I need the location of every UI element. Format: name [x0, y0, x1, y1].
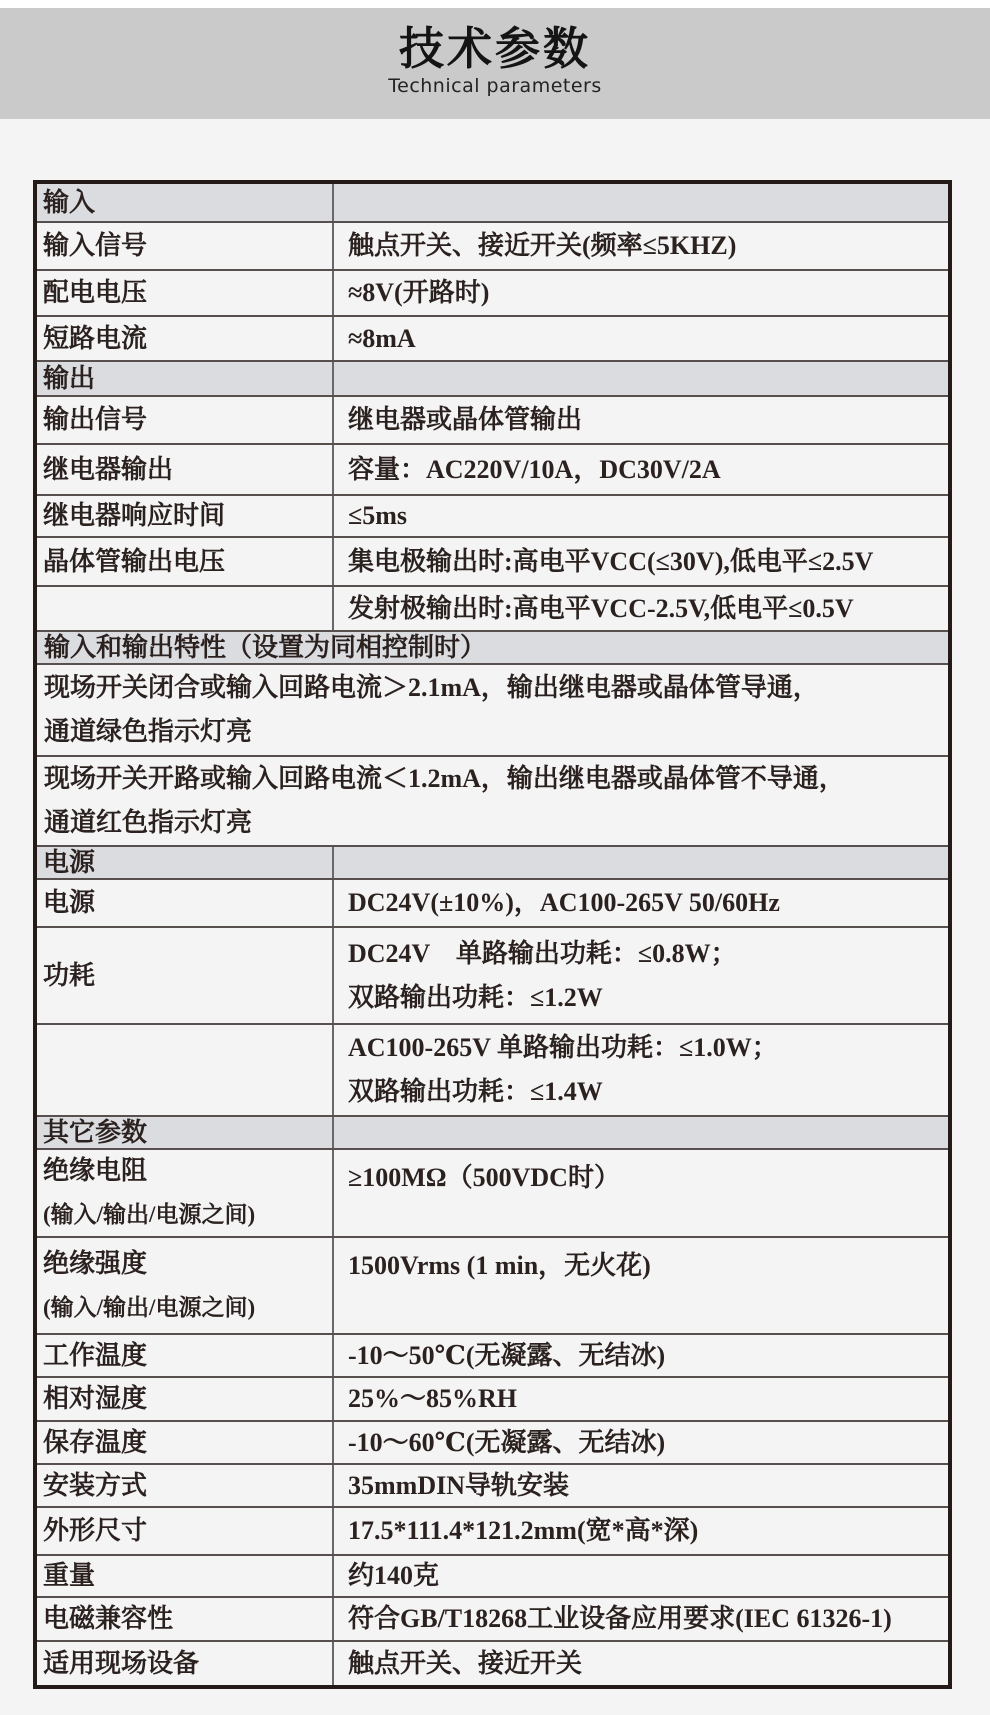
- spec-label-cell: [37, 271, 334, 315]
- page-subtitle: Technical parameters: [388, 74, 602, 97]
- section-row: [37, 630, 948, 663]
- spec-label-cell: [37, 928, 334, 1023]
- top-white-strip: [0, 0, 990, 8]
- text-line: ≈8mA: [348, 323, 416, 353]
- section-row: [37, 360, 948, 395]
- text-line: ≥100MΩ（500VDC时）: [348, 1163, 620, 1192]
- spec-label-cell: [37, 1465, 334, 1506]
- spec-label-cell: [37, 1025, 334, 1115]
- text-line: 继电器输出: [43, 454, 174, 484]
- spec-row: [37, 1376, 948, 1420]
- text-line: 电源: [43, 848, 96, 877]
- spec-value-cell: [334, 538, 948, 585]
- spec-row: [37, 1420, 948, 1463]
- text-line: 通道红色指示灯亮: [44, 808, 253, 837]
- merged-row: [37, 663, 948, 755]
- spec-value-cell: [334, 1422, 948, 1463]
- text-line: 晶体管输出电压: [43, 546, 226, 576]
- merged-text-cell: [37, 665, 948, 755]
- text-line: 17.5*111.4*121.2mm(宽*高*深): [348, 1516, 699, 1545]
- text-line: 电磁兼容性: [43, 1604, 174, 1633]
- text-line: 符合GB/T18268工业设备应用要求(IEC 61326-1): [348, 1604, 892, 1633]
- text-line: 功耗: [43, 960, 96, 990]
- spec-value-cell: [334, 880, 948, 926]
- spec-label-cell: [37, 880, 334, 926]
- text-line: ≈8V(开路时): [348, 278, 490, 307]
- spec-value-cell: [334, 1238, 948, 1333]
- spec-row: [37, 1506, 948, 1554]
- spec-label-cell: [37, 1150, 334, 1236]
- text-line: 重量: [43, 1561, 96, 1590]
- spec-row: [37, 1333, 948, 1376]
- spec-label-cell: [37, 538, 334, 585]
- spec-row: [37, 269, 948, 315]
- spec-value-cell: [334, 397, 948, 443]
- text-line: -10～50℃(无凝露、无结冰): [348, 1340, 666, 1370]
- spec-row: [37, 1148, 948, 1236]
- text-line: 双路输出功耗：≤1.4W: [348, 1077, 603, 1106]
- section-row: [37, 1115, 948, 1148]
- text-line: 输入信号: [43, 231, 148, 260]
- text-line: 容量：AC220V/10A，DC30V/2A: [348, 454, 721, 484]
- spec-row: [37, 1463, 948, 1506]
- spec-value-cell: [334, 223, 948, 269]
- text-line: 输入: [43, 188, 96, 217]
- text-line: 35mmDIN导轨安装: [348, 1470, 569, 1500]
- text-line: 相对湿度: [43, 1384, 148, 1413]
- text-line: 触点开关、接近开关: [348, 1648, 583, 1678]
- spec-value-cell: [334, 1598, 948, 1640]
- spec-value-cell: [334, 184, 948, 221]
- text-line: 外形尺寸: [43, 1516, 148, 1545]
- text-line: 绝缘强度: [43, 1248, 148, 1278]
- text-line: 1500Vrms (1 min，无火花): [348, 1251, 651, 1280]
- spec-label-cell: [37, 223, 334, 269]
- merged-row: [37, 755, 948, 845]
- section-row: [37, 184, 948, 221]
- text-line: 输入和输出特性（设置为同相控制时）: [44, 633, 487, 662]
- spec-label-cell: [37, 184, 334, 221]
- text-line: 继电器或晶体管输出: [348, 405, 583, 434]
- text-line: 保存温度: [43, 1427, 148, 1457]
- text-line: 继电器响应时间: [43, 501, 226, 530]
- spec-label-cell: [37, 1642, 334, 1685]
- spec-value-cell: [334, 496, 948, 536]
- spec-label-cell: [37, 1238, 334, 1333]
- spec-row: [37, 443, 948, 494]
- spec-value-cell: [334, 271, 948, 315]
- spec-row: [37, 1640, 948, 1685]
- text-line: 现场开关开路或输入回路电流＜1.2mA，输出继电器或晶体管不导通，: [44, 764, 845, 793]
- spec-label-cell: [37, 587, 334, 630]
- spec-label-cell: [37, 1378, 334, 1420]
- spec-value-cell: [334, 1150, 948, 1236]
- text-line: 适用现场设备: [43, 1648, 200, 1678]
- spec-row: [37, 585, 948, 630]
- text-line: 双路输出功耗：≤1.2W: [348, 982, 603, 1012]
- spec-label-cell: [37, 1335, 334, 1376]
- section-row: [37, 845, 948, 878]
- page-title: 技术参数: [398, 22, 591, 75]
- text-line: 集电极输出时:高电平VCC(≤30V),低电平≤2.5V: [348, 546, 874, 576]
- spec-value-cell: [334, 1378, 948, 1420]
- spec-value-cell: [334, 1117, 948, 1148]
- text-line: AC100-265V 单路输出功耗：≤1.0W；: [348, 1033, 778, 1062]
- merged-text-cell: [37, 757, 948, 845]
- spec-row: [37, 315, 948, 360]
- spec-row: [37, 878, 948, 926]
- spec-value-cell: [334, 587, 948, 630]
- spec-row: [37, 536, 948, 585]
- spec-label-cell: [37, 362, 334, 395]
- spec-value-cell: [334, 362, 948, 395]
- text-line: 触点开关、接近开关(频率≤5KHZ): [348, 231, 737, 260]
- spec-label-cell: [37, 1598, 334, 1640]
- spec-row: [37, 1596, 948, 1640]
- spec-row: [37, 1236, 948, 1333]
- spec-label-cell: [37, 1556, 334, 1596]
- page-header-banner: [0, 8, 990, 119]
- spec-value-cell: [334, 317, 948, 360]
- text-line: 输出信号: [43, 405, 148, 434]
- text-line: 25%～85%RH: [348, 1384, 518, 1413]
- spec-row: [37, 926, 948, 1023]
- spec-label-cell: [37, 1117, 334, 1148]
- text-line: (输入/输出/电源之间): [43, 1202, 256, 1227]
- text-line: 现场开关闭合或输入回路电流＞2.1mA，输出继电器或晶体管导通，: [44, 673, 819, 702]
- text-line: 通道绿色指示灯亮: [44, 717, 253, 746]
- spec-table: [33, 180, 952, 1689]
- spec-value-cell: [334, 1465, 948, 1506]
- spec-value-cell: [334, 1642, 948, 1685]
- text-line: (输入/输出/电源之间): [43, 1294, 256, 1320]
- spec-value-cell: [334, 928, 948, 1023]
- text-line: -10～60℃(无凝露、无结冰): [348, 1427, 666, 1457]
- spec-row: [37, 1023, 948, 1115]
- spec-value-cell: [334, 445, 948, 494]
- spec-label-cell: [37, 496, 334, 536]
- section-title-cell: [37, 632, 948, 663]
- text-line: DC24V(±10%)，AC100-265V 50/60Hz: [348, 888, 780, 917]
- text-line: 安装方式: [43, 1470, 148, 1500]
- spec-value-cell: [334, 1335, 948, 1376]
- text-line: ≤5ms: [348, 501, 408, 530]
- spec-value-cell: [334, 1025, 948, 1115]
- text-line: 发射极输出时:高电平VCC-2.5V,低电平≤0.5V: [348, 593, 854, 623]
- spec-label-cell: [37, 1422, 334, 1463]
- text-line: 电源: [43, 888, 96, 917]
- spec-label-cell: [37, 317, 334, 360]
- spec-row: [37, 221, 948, 269]
- spec-label-cell: [37, 445, 334, 494]
- text-line: 配电电压: [43, 278, 148, 307]
- spec-row: [37, 494, 948, 536]
- text-line: 输出: [43, 364, 96, 393]
- text-line: 绝缘电阻: [43, 1156, 148, 1185]
- text-line: 工作温度: [43, 1340, 148, 1370]
- spec-label-cell: [37, 397, 334, 443]
- text-line: 短路电流: [43, 323, 148, 353]
- spec-row: [37, 1554, 948, 1596]
- text-line: DC24V 单路输出功耗：≤0.8W；: [348, 938, 737, 968]
- spec-value-cell: [334, 1556, 948, 1596]
- spec-value-cell: [334, 1508, 948, 1554]
- spec-label-cell: [37, 847, 334, 878]
- spec-value-cell: [334, 847, 948, 878]
- text-line: 约140克: [348, 1561, 440, 1590]
- spec-row: [37, 395, 948, 443]
- text-line: 其它参数: [43, 1118, 148, 1147]
- spec-label-cell: [37, 1508, 334, 1554]
